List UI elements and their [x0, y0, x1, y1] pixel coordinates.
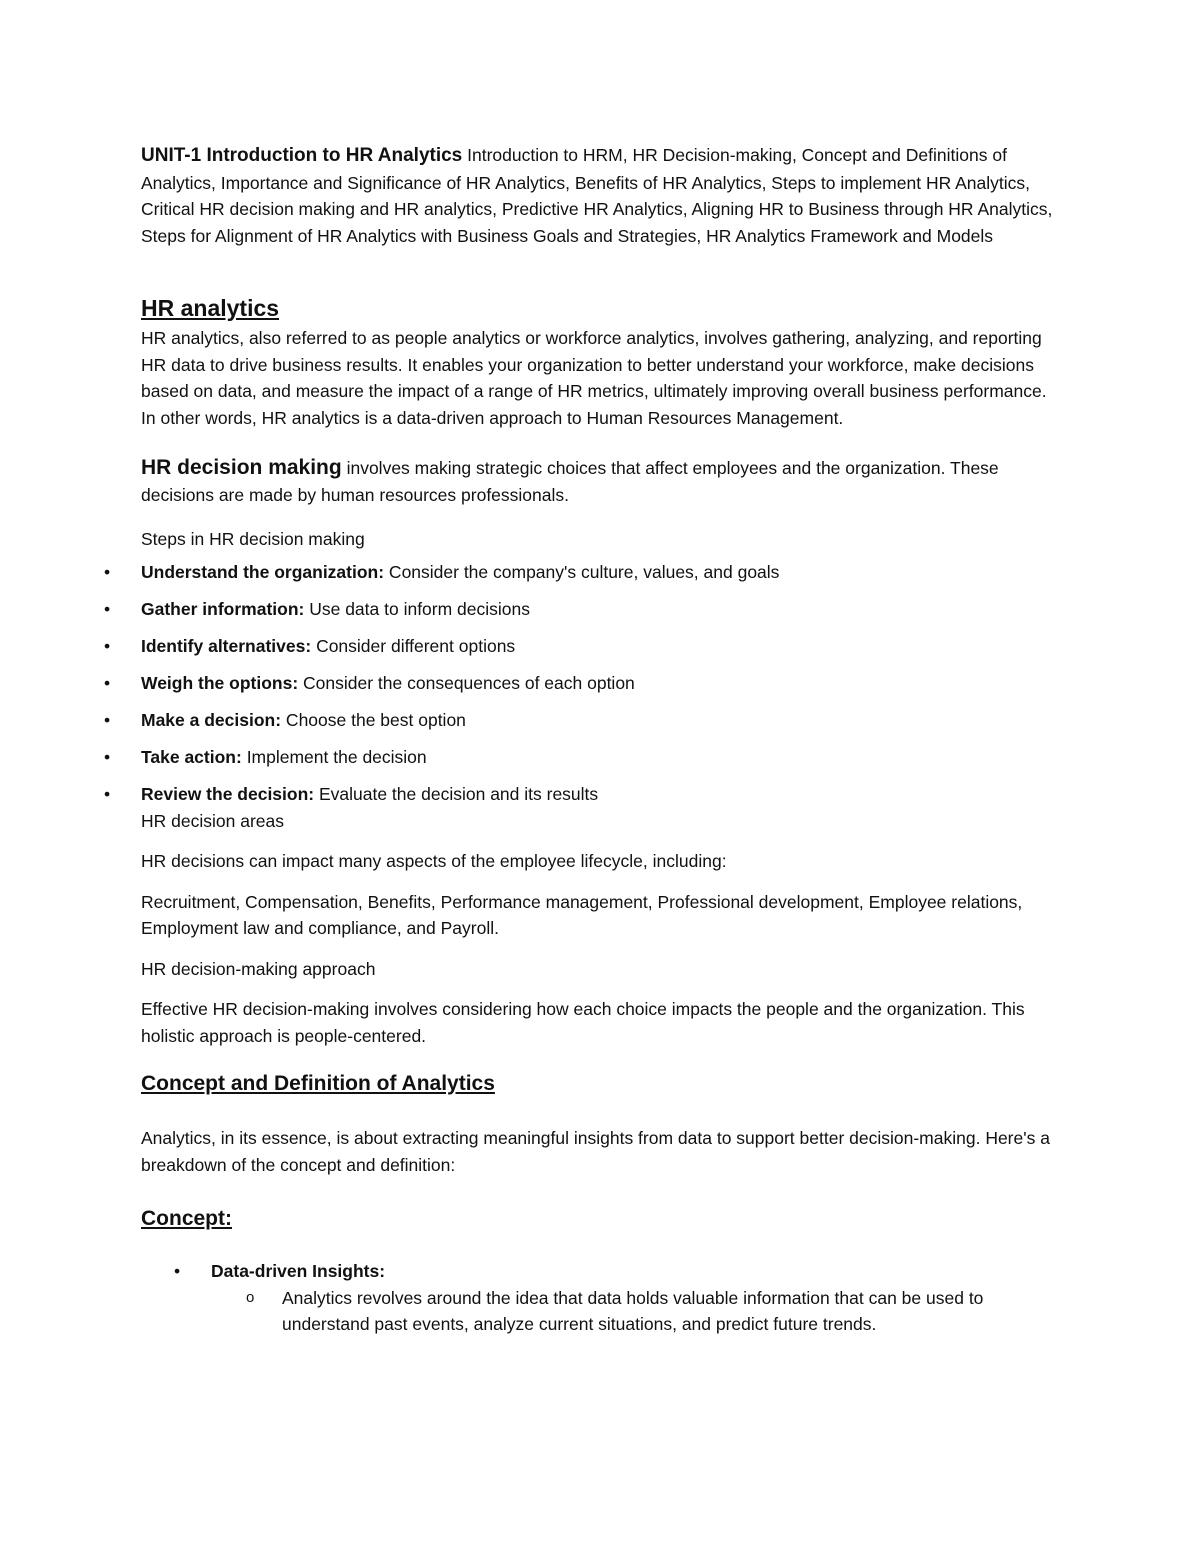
step-term: Take action: — [141, 746, 242, 767]
step-term: Understand the organization: — [141, 561, 385, 582]
step-text: Consider the consequences of each option — [298, 672, 635, 693]
hr-decision-making-body: involves making strategic choices that affect employees and the organization. These decisions are made by human resources professionals. — [141, 458, 999, 505]
list-item — [104, 633, 1066, 660]
analytics-concept-intro: Analytics, in its essence, is about extracting meaningful insights from data to support better decision-making. Here's a breakdown of the concept and definition: — [141, 1128, 1050, 1175]
analytics-concept-heading: Concept and Definition of Analytics — [141, 1072, 495, 1095]
list-item — [104, 596, 1066, 623]
concept-sub-list — [211, 1285, 1066, 1338]
unit-topics: Introduction to HRM, HR Decision-making, Concept and Definitions of Analytics, Importance and Significance of HR Analytics, Benefits of HR Analytics, Steps to implement HR Analytics, Critical HR decision making and HR analytics, Predictive HR Analytics, Aligning HR to Business through HR Analytics, Steps for Alignment of HR Analytics with Business Goals and Strategies, HR Analytics Framework and Models — [141, 145, 1053, 246]
list-item — [246, 1285, 1066, 1338]
approach-label: HR decision-making approach — [141, 958, 376, 979]
document-content — [104, 142, 1066, 1338]
areas-list: Recruitment, Compensation, Benefits, Performance management, Professional development, Employee relations, Employment law and compliance, and Payroll. — [141, 891, 1023, 938]
concept-heading: Concept: — [141, 1207, 232, 1230]
list-item — [104, 559, 1066, 586]
approach-body: Effective HR decision-making involves considering how each choice impacts the people and the organization. This holistic approach is people-centered. — [141, 999, 1025, 1046]
bullet-icon: • — [104, 783, 111, 804]
step-term: Gather information: — [141, 598, 305, 619]
step-text: Implement the decision — [241, 746, 427, 767]
bullet-icon: • — [104, 672, 111, 693]
step-text: Use data to inform decisions — [304, 598, 531, 619]
unit-intro — [141, 142, 1066, 249]
step-text: Consider the company's culture, values, and goals — [384, 561, 780, 582]
step-text: Evaluate the decision and its results — [314, 783, 599, 804]
step-text: Consider different options — [311, 635, 516, 656]
steps-label: Steps in HR decision making — [141, 529, 365, 549]
step-term: Weigh the options: — [141, 672, 299, 693]
bullet-icon: • — [104, 561, 111, 582]
bullet-icon: • — [174, 1261, 181, 1281]
concept-point: Analytics revolves around the idea that data holds valuable information that can be used to understand past events, analyze current situations, and predict future trends. — [282, 1287, 984, 1334]
areas-intro: HR decisions can impact many aspects of the employee lifecycle, including: — [141, 851, 727, 871]
list-item — [104, 744, 1066, 771]
bullet-icon: • — [104, 635, 111, 656]
hr-analytics-body: HR analytics, also referred to as people analytics or workforce analytics, involves gathering, analyzing, and reporting HR data to drive business results. It enables your organization to better understand your workforce, make decisions based on data, and measure the impact of a range of HR metrics, ultimately improving overall business performance. In other words, HR analytics is a data-driven approach to Human Resources Management. — [141, 328, 1047, 428]
list-item — [104, 707, 1066, 734]
bullet-icon: • — [104, 598, 111, 619]
step-term: Identify alternatives: — [141, 635, 312, 656]
bullet-icon: • — [104, 746, 111, 767]
circle-bullet-icon: o — [246, 1288, 255, 1306]
step-term: Review the decision: — [141, 783, 315, 804]
hr-decision-making-intro — [141, 455, 1066, 508]
bullet-icon: • — [104, 709, 111, 730]
step-term: Make a decision: — [141, 709, 282, 730]
hr-analytics-heading: HR analytics — [141, 295, 280, 321]
hr-decision-making-heading: HR decision making — [141, 456, 342, 479]
list-item — [104, 781, 1066, 808]
list-item — [104, 670, 1066, 697]
decision-steps-list — [104, 559, 1066, 808]
areas-label: HR decision areas — [141, 810, 284, 831]
unit-heading: UNIT-1 Introduction to HR Analytics — [141, 145, 463, 166]
concept-term: Data-driven Insights: — [211, 1261, 386, 1281]
step-text: Choose the best option — [281, 709, 466, 730]
list-item — [174, 1258, 1066, 1338]
concept-list — [141, 1258, 1066, 1338]
